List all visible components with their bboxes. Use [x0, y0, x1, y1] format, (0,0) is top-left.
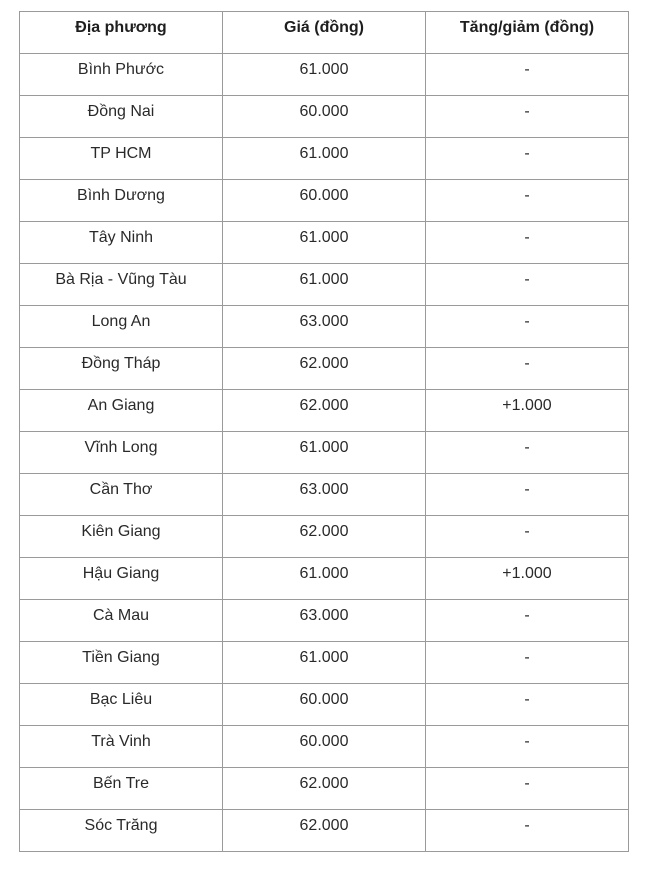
region-text: Long An	[91, 313, 151, 330]
change-text: -	[524, 691, 530, 708]
price-text: 60.000	[299, 691, 349, 708]
header-price-label: Giá (đồng)	[284, 19, 364, 36]
cell-change	[426, 558, 629, 600]
change-text: -	[524, 61, 530, 78]
cell-price	[223, 348, 426, 390]
cell-change	[426, 306, 629, 348]
cell-region	[20, 96, 223, 138]
region-text: Bà Rịa - Vũng Tàu	[55, 271, 187, 288]
table-row	[20, 432, 629, 474]
table-row	[20, 600, 629, 642]
region-text: Hậu Giang	[82, 565, 160, 582]
change-text: -	[524, 271, 530, 288]
cell-region	[20, 768, 223, 810]
cell-region	[20, 390, 223, 432]
change-text: -	[524, 229, 530, 246]
cell-change	[426, 390, 629, 432]
change-text: +1.000	[502, 565, 552, 582]
cell-price	[223, 768, 426, 810]
cell-change	[426, 432, 629, 474]
region-text: Bạc Liêu	[89, 691, 153, 708]
region-text: Tiền Giang	[82, 649, 160, 666]
cell-region	[20, 516, 223, 558]
header-row	[20, 12, 629, 54]
cell-region	[20, 306, 223, 348]
table-row	[20, 96, 629, 138]
cell-region	[20, 684, 223, 726]
cell-price	[223, 432, 426, 474]
price-text: 63.000	[299, 313, 349, 330]
cell-change	[426, 768, 629, 810]
change-text: -	[524, 523, 530, 540]
table-row	[20, 684, 629, 726]
region-text: Sóc Trăng	[84, 817, 158, 834]
header-region	[20, 12, 223, 54]
cell-price	[223, 810, 426, 852]
cell-change	[426, 642, 629, 684]
region-text: Tây Ninh	[88, 229, 154, 246]
cell-region	[20, 810, 223, 852]
price-text: 63.000	[299, 607, 349, 624]
table-row	[20, 264, 629, 306]
cell-change	[426, 180, 629, 222]
cell-price	[223, 96, 426, 138]
cell-price	[223, 264, 426, 306]
region-text: Bình Dương	[77, 187, 165, 204]
table-row	[20, 138, 629, 180]
cell-change	[426, 138, 629, 180]
change-text: -	[524, 817, 530, 834]
price-text: 61.000	[299, 271, 349, 288]
price-text: 60.000	[299, 733, 349, 750]
table-row	[20, 222, 629, 264]
region-text: Bến Tre	[92, 775, 150, 792]
cell-change	[426, 474, 629, 516]
table-header	[20, 12, 629, 54]
cell-region	[20, 138, 223, 180]
cell-price	[223, 600, 426, 642]
cell-region	[20, 432, 223, 474]
cell-change	[426, 96, 629, 138]
change-text: -	[524, 775, 530, 792]
change-text: -	[524, 649, 530, 666]
table-row	[20, 558, 629, 600]
table-row	[20, 390, 629, 432]
price-table	[19, 11, 629, 852]
price-text: 62.000	[299, 355, 349, 372]
change-text: -	[524, 607, 530, 624]
cell-price	[223, 180, 426, 222]
header-change-label: Tăng/giảm (đồng)	[459, 19, 595, 36]
cell-price	[223, 642, 426, 684]
cell-region	[20, 180, 223, 222]
header-region-label: Địa phương	[75, 19, 167, 36]
region-text: Vĩnh Long	[84, 439, 158, 456]
change-text: -	[524, 145, 530, 162]
table-row	[20, 810, 629, 852]
region-text: Bình Phước	[77, 61, 165, 78]
region-text: Kiên Giang	[81, 523, 161, 540]
price-text: 61.000	[299, 565, 349, 582]
cell-region	[20, 264, 223, 306]
cell-change	[426, 600, 629, 642]
change-text: -	[524, 439, 530, 456]
cell-change	[426, 684, 629, 726]
table-row	[20, 726, 629, 768]
region-text: Cà Mau	[92, 607, 150, 624]
price-text: 60.000	[299, 103, 349, 120]
price-text: 61.000	[299, 229, 349, 246]
price-text: 61.000	[299, 439, 349, 456]
cell-region	[20, 600, 223, 642]
cell-price	[223, 558, 426, 600]
cell-region	[20, 474, 223, 516]
price-text: 61.000	[299, 61, 349, 78]
cell-region	[20, 642, 223, 684]
cell-price	[223, 222, 426, 264]
table-row	[20, 180, 629, 222]
header-change	[426, 12, 629, 54]
price-text: 62.000	[299, 775, 349, 792]
cell-region	[20, 558, 223, 600]
cell-region	[20, 726, 223, 768]
cell-region	[20, 348, 223, 390]
price-text: 61.000	[299, 145, 349, 162]
table-row	[20, 642, 629, 684]
cell-region	[20, 54, 223, 96]
change-text: -	[524, 103, 530, 120]
cell-price	[223, 684, 426, 726]
price-text: 60.000	[299, 187, 349, 204]
change-text: -	[524, 313, 530, 330]
table-row	[20, 54, 629, 96]
cell-price	[223, 726, 426, 768]
region-text: TP HCM	[90, 145, 152, 162]
change-text: -	[524, 187, 530, 204]
price-text: 62.000	[299, 817, 349, 834]
change-text: -	[524, 355, 530, 372]
cell-price	[223, 516, 426, 558]
region-text: An Giang	[87, 397, 155, 414]
cell-change	[426, 516, 629, 558]
region-text: Trà Vinh	[91, 733, 151, 750]
cell-change	[426, 222, 629, 264]
cell-price	[223, 54, 426, 96]
table-row	[20, 474, 629, 516]
change-text: -	[524, 481, 530, 498]
cell-region	[20, 222, 223, 264]
cell-price	[223, 306, 426, 348]
price-text: 63.000	[299, 481, 349, 498]
price-text: 61.000	[299, 649, 349, 666]
region-text: Cần Thơ	[89, 481, 153, 498]
cell-change	[426, 54, 629, 96]
cell-change	[426, 264, 629, 306]
table-row	[20, 348, 629, 390]
cell-price	[223, 474, 426, 516]
cell-change	[426, 348, 629, 390]
cell-change	[426, 726, 629, 768]
table-row	[20, 306, 629, 348]
price-text: 62.000	[299, 523, 349, 540]
cell-price	[223, 138, 426, 180]
change-text: +1.000	[502, 397, 552, 414]
header-price	[223, 12, 426, 54]
table-row	[20, 516, 629, 558]
region-text: Đồng Nai	[87, 103, 155, 120]
region-text: Đồng Tháp	[81, 355, 161, 372]
change-text: -	[524, 733, 530, 750]
cell-price	[223, 390, 426, 432]
table-body	[20, 54, 629, 852]
price-text: 62.000	[299, 397, 349, 414]
cell-change	[426, 810, 629, 852]
table-row	[20, 768, 629, 810]
